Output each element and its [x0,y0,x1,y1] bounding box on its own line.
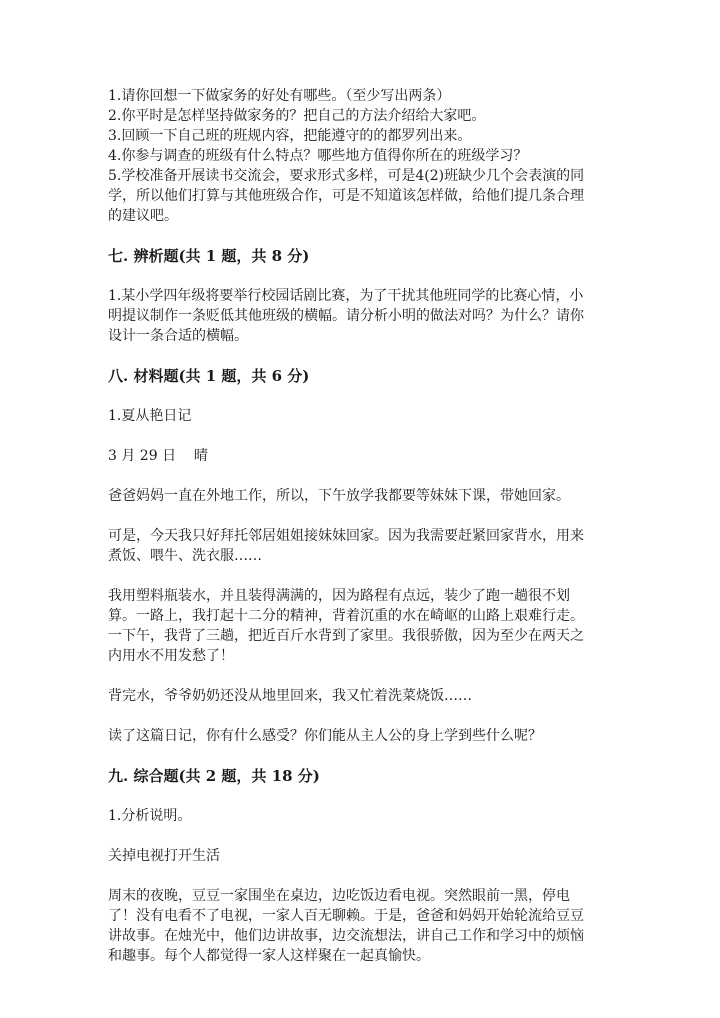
question-line: 2.你平时是怎样坚持做家务的？把自己的方法介绍给大家吧。 [108,108,486,124]
paragraph-line: 和趣事。每个人都觉得一家人这样聚在一起真愉快。 [108,948,430,964]
paragraph-line: 讲故事。在烛光中，他们边讲故事，边交流想法，讲自己工作和学习中的烦恼 [108,928,584,944]
paragraph-line: 我用塑料瓶装水，并且装得满满的，因为路程有点远，装少了跑一趟很不划 [108,588,570,604]
question-line: 设计一条合适的横幅。 [108,328,248,344]
section7-question [108,286,620,346]
question-line: 1.某小学四年级将要举行校园话剧比赛，为了干扰其他班同学的比赛心情，小 [108,288,584,304]
diary-paragraph [108,586,620,666]
diary-paragraph [108,526,620,566]
section8-heading: 八. 材料题(共 1 题，共 6 分) [108,367,310,385]
paragraph-line: 可是，今天我只好拜托邻居姐姐接妹妹回家。因为我需要赶紧回家背水，用来 [108,528,584,544]
question-line: 5.学校准备开展读书交流会，要求形式多样，可是4(2)班缺少几个会表演的同 [108,168,585,184]
paragraph-line: 煮饭、喂牛、洗衣服…… [108,548,262,564]
diary-date: 3 月 29 日 晴 [108,448,208,464]
question-title: 1.分析说明。 [108,808,192,824]
section9-heading: 九. 综合题(共 2 题，共 18 分) [108,767,320,785]
diary-question: 读了这篇日记，你有什么感受？你们能从主人公的身上学到些什么呢？ [108,728,542,744]
question-title: 1.夏从艳日记 [108,408,192,424]
question-line: 4.你参与调查的班级有什么特点？哪些地方值得你所在的班级学习？ [108,148,528,164]
diary-paragraph: 爸爸妈妈一直在外地工作，所以，下午放学我都要等妹妹下课，带她回家。 [108,488,570,504]
question-line: 3.回顾一下自己班的班规内容，把能遵守的的都罗列出来。 [108,128,472,144]
question-line: 明提议制作一条贬低其他班级的横幅。请分析小明的做法对吗？为什么？请你 [108,308,584,324]
section6-questions [108,86,620,226]
paragraph-line: 周末的夜晚，豆豆一家围坐在桌边，边吃饭边看电视。突然眼前一黑，停电 [108,888,570,904]
paragraph-line: 一下午，我背了三趟，把近百斤水背到了家里。我很骄傲，因为至少在两天之 [108,628,584,644]
section7-heading: 七. 辨析题(共 1 题，共 8 分) [108,247,310,265]
story-paragraph [108,886,620,966]
question-line: 学，所以他们打算与其他班级合作，可是不知道该怎样做，给他们提几条合理 [108,188,584,204]
diary-paragraph: 背完水，爷爷奶奶还没从地里回来，我又忙着洗菜烧饭…… [108,688,472,704]
paragraph-line: 内用水不用发愁了！ [108,648,234,664]
paragraph-line: 了！没有电看不了电视，一家人百无聊赖。于是，爸爸和妈妈开始轮流给豆豆 [108,908,584,924]
story-title: 关掉电视打开生活 [108,848,220,864]
paragraph-line: 算。一路上，我打起十二分的精神，背着沉重的水在崎岖的山路上艰难行走。 [108,608,584,624]
question-line: 1.请你回想一下做家务的好处有哪些。（至少写出两条） [108,88,451,104]
question-line: 的建议吧。 [108,208,178,224]
